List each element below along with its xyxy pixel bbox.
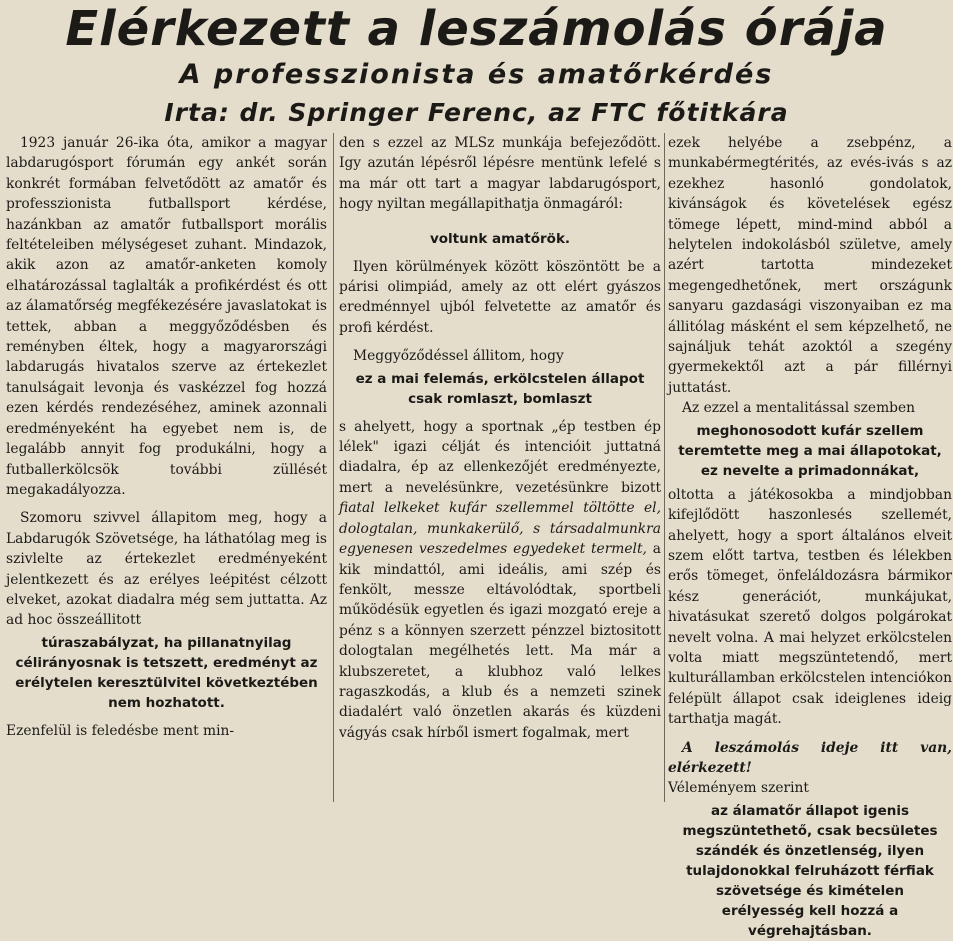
byline: Irta: dr. Springer Ferenc, az FTC főtitkára xyxy=(164,98,789,127)
paragraph: Meggyőződéssel állitom, hogy xyxy=(353,348,564,365)
bold-emphasis: túraszabályzat, ha pillanatnyilag célirányosnak is tetszett, eredményt az erélytelen keresztülvitel következtében nem hozhatott. xyxy=(15,634,318,711)
paragraph: oltotta a játékosokba a mindjobban kifejlődött haszonlesés szellemét, ahelyett, hogy a sport általános elveit szem előtt tartva, testben és lélekben erős tömeget, önfeláldozásra bármikor kész generációt, munkájukat, hivatásukat szerető dolgos polgárokat nevelt volna. A mai helyzet erkölcstelen volta miatt megszüntetendő, mert kulturállamban erkölcstelen intenciókon felépült állapot csak ideiglenes ideig tarthatja magát. xyxy=(668,486,952,728)
column-1 xyxy=(6,133,327,802)
paragraph: den s ezzel az MLSz munkája befejeződött. Igy azután lépésről lépésre mentünk lefelé s ma már ott tart a magyar labdarugósport, hogy nyiltan megállapithatja önmagáról: xyxy=(339,135,661,213)
text-run: a kik mindattól, ami ideális, ami szép és fenkölt, messze eltávolódtak, sportbeli működésük egyetlen és igazi mozgató ereje a pénz s a könnyen szerzett pénzzel biztositott dologtalan megélhetés lett. Ma már a klubszeretet, a klubhoz való lelkes ragaszkodás, a klub és a nemzeti szinek diadalért való önzetlen akarás és küzdeni vágyás csak hírből ismert fogalmak, mert xyxy=(339,541,661,741)
emphasis-line: A leszámolás ideje itt van, elérkezett! xyxy=(668,739,952,776)
paragraph: Véleményem szerint xyxy=(668,780,809,797)
subheading: meghonosodott kufár szellem teremtette meg a mai állapotokat, ez nevelte a primadonnákat, xyxy=(678,422,942,479)
subheading: voltunk amatőrök. xyxy=(429,230,571,247)
paragraph: Ilyen körülmények között köszöntött be a párisi olimpiád, amely az ott elért gyászos eredménnyel ujból felvetette az amatőr és profi kérdést. xyxy=(339,258,661,336)
headline: Elérkezett a leszámolás órája xyxy=(65,1,888,57)
text-run: s ahelyett, hogy a sportnak „ép testben ép lélek" igazi célját és intencióit juttatná diadalra, ép az ellenkezőjét eredményezte, mert a nevelésünkre, vezetésünkre bizott xyxy=(339,418,661,496)
subheading: az álamatőr állapot igenis megszüntethető, csak becsületes szándék és önzetlenség, ilyen tulajdonokkal felruházott férfiak szövetsége és kimételen erélyesség kell hozzá a végrehajtásban. xyxy=(682,802,938,939)
column-divider xyxy=(664,133,665,802)
paragraph: Ezenfelül is feledésbe ment min- xyxy=(6,722,235,739)
subheading: ez a mai felemás, erkölcstelen állapot csak romlaszt, bomlaszt xyxy=(355,370,645,407)
paragraph: ezek helyébe a zsebpénz, a munkabérmegtérités, az evés-ivás s az ezekhez hasonló gondolatok, kivánságok és követelések egész tömege lépett, mind-mind abból a helytelen indokolásból születve, amely azért tartotta mindezeket megengedhetőnek, mert országunk sanyaru gazdasági viszonyaiban ez ma állitólag másként el sem képzelhető, ne sajnáljuk tehát azoktól a szegény gyermekektől azt a pár fillérnyi juttatást. xyxy=(668,135,952,396)
subheadline: A professzionista és amatőrkérdés xyxy=(179,59,774,90)
italic-text-run: fiatal lelkeket kufár szellemmel töltötte el, dologtalan, munkakerülő, s társadalmunkra egyenesen veszedelmes egyedeket termelt, xyxy=(339,500,661,558)
paragraph: Az ezzel a mentalitással szemben xyxy=(682,400,916,417)
paragraph: Szomoru szivvel állapitom meg, hogy a Labdarugók Szövetsége, ha láthatólag meg is szivlelte az értekezlet eredményeként jelentkezett és az erélyes leépitést célzott elveket, azokat diadalra még sem juttatta. Az ad hoc összeállitott xyxy=(6,510,327,629)
column-3 xyxy=(668,133,952,939)
paragraph xyxy=(339,417,661,744)
column-divider xyxy=(333,133,334,802)
paragraph: 1923 január 26-ika óta, amikor a magyar labdarugósport fórumán egy ankét során konkrét formában felvetődött az amatőr és professzionista futballsport kérdése, hazánkban az amatőr futballsport morális feltételeiben mélységeset zuhant. Mindazok, akik azon az amatőr-anketen komoly elhatározással taglalták a profikérdést és ott az álamatőrség megfékezésére javaslatokat is tettek, abban a meggyőződésben és reményben éltek, hogy a magyarországi labdarugás hivatalos szerve az értekezlet tanulságait levonja és vaskézzel fog hozzá ezen kérdés rendezéséhez, aminek azonnali eredményeként ha egyebet nem is, de legalább annyit fog produkálni, hogy a futballerkölcsök további züllését megakadályozza. xyxy=(6,135,327,498)
column-2 xyxy=(339,133,661,802)
